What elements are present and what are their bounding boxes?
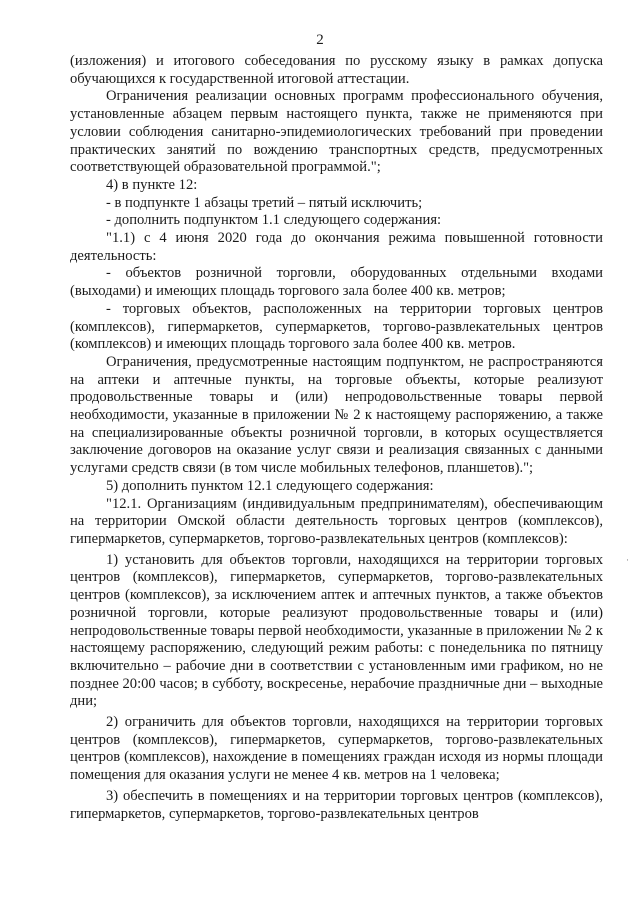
paragraph-item-4-sub1: - в подпункте 1 абзацы третий – пятый исключить; <box>106 194 423 211</box>
paragraph-item-4-sub2: - дополнить подпунктом 1.1 следующего содержания: <box>106 212 442 229</box>
paragraph-point-12-1: "12.1. Организациям (индивидуальным предпринимателям), обеспечивающим на территории Омской области деятельность торговых центров (комплексов), гипермаркетов, супермаркетов, торгово-развлекательных центров (комплексов): <box>70 495 603 547</box>
page-number: 2 <box>316 32 324 48</box>
margin-tick-mark: · <box>626 555 629 565</box>
paragraph-retail-objects: - объектов розничной торговли, оборудованных отдельными входами (выходами) и имеющих площадь торгового зала более 400 кв. метров; <box>70 265 603 300</box>
paragraph-continuation: (изложения) и итогового собеседования по русскому языку в рамках допуска обучающихся к государственной итоговой аттестации. <box>70 53 603 87</box>
paragraph-trade-objects: - торговых объектов, расположенных на территории торговых центров (комплексов), гипермаркетов, супермаркетов, торгово-развлекательных центров (комплексов) и имеющих площадь торгового зала более 400 кв. метров. <box>70 300 603 353</box>
paragraph-item-5: 5) дополнить пунктом 12.1 следующего содержания: <box>106 477 434 494</box>
paragraph-restrictions: Ограничения реализации основных программ профессионального обучения, установленные абзацем первым настоящего пункта, также не применяются при условии соблюдения санитарно-эпидемиологических требований при проведении практических занятий по вождению транспортных средств, предусмотренных соответствующей образовательной программой."; <box>70 88 603 176</box>
paragraph-exceptions: Ограничения, предусмотренные настоящим подпунктом, не распространяются на аптеки и аптечные пункты, на торговые объекты, которые реализуют продовольственные товары и (или) непродовольственные товары первой необходимости, указанные в приложении № 2 к настоящему распоряжению, а также на специализированные объекты розничной торговли, в которых осуществляется заключение договоров на оказание услуг связи и реализация связанных с данными услугами средств связи (в том числе мобильных телефонов, планшетов)."; <box>70 353 603 477</box>
paragraph-sub-2: 2) ограничить для объектов торговли, находящихся на территории торговых центров (комплексов), гипермаркетов, супермаркетов, торгово-развлекательных центров (комплексов), нахождение в помещениях граждан исходя из нормы площади помещения для оказания услуги не менее 4 кв. метров на 1 человека; <box>70 714 603 784</box>
paragraph-sub-3: 3) обеспечить в помещениях и на территории торговых центров (комплексов), гипермаркетов, супермаркетов, торгово-развлекательных центров <box>70 787 603 822</box>
document-body <box>70 53 603 823</box>
paragraph-sub-1: 1) установить для объектов торговли, находящихся на территории торговых центров (комплексов), гипермаркетов, супермаркетов, торгово-развлекательных центров (комплексов), за исключением аптек и аптечных пунктов, а также объектов розничной торговли, которые реализуют продовольственные товары и (или) непродовольственные товары первой необходимости, указанные в приложении № 2 к настоящему распоряжению, следующий режим работы: с понедельника по пятницу включительно – рабочие дни в соответствии с установленным ими графиком, но не позднее 20:00 часов; в субботу, воскресенье, нерабочие праздничные дни – выходные дни; <box>70 551 603 710</box>
paragraph-item-4: 4) в пункте 12: <box>106 176 198 193</box>
paragraph-subpoint-1-1: "1.1) с 4 июня 2020 года до окончания режима повышенной готовности деятельность: <box>70 230 603 264</box>
